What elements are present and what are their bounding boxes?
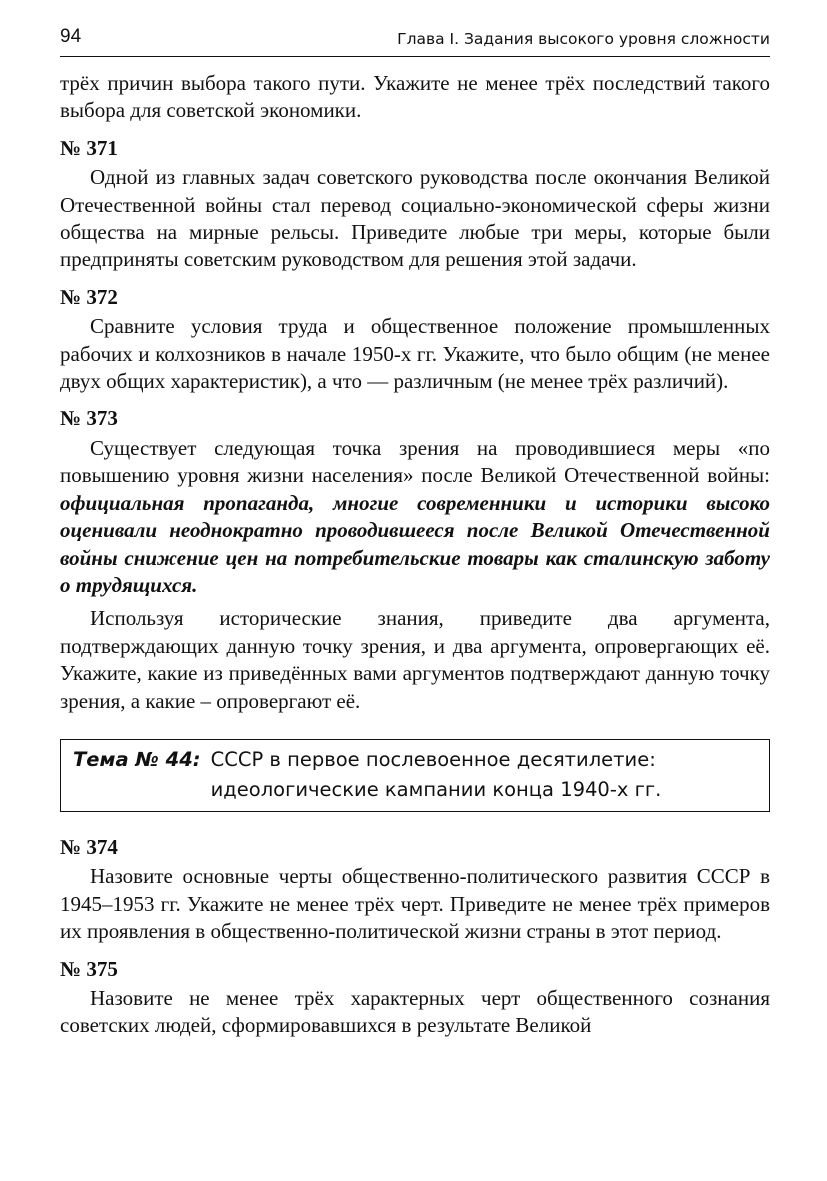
page-header xyxy=(60,24,770,57)
topic-title-line-1: СССР в первое послевоенное десятилетие: xyxy=(210,747,656,771)
topic-label: Тема № 44: xyxy=(73,747,201,771)
task-number-375: № 375 xyxy=(60,956,118,981)
task-371-text: Одной из главных задач советского руководства после окончания Великой Отечественной войны стал перевод социально-экономической сферы жизни общества на мирные рельсы. Приведите любые три меры, которые были предприняты советским руководством для решения этой задачи. xyxy=(60,165,770,272)
task-373-instruction: Используя исторические знания, приведите два аргумента, подтверждающих данную точку зрения, и два аргумента, опровергающих её. Укажите, какие из приведённых вами аргументов подтверждают данную точку зрения, а какие – опровергают её. xyxy=(60,606,770,713)
page-number: 94 xyxy=(60,26,82,47)
task-372-text: Сравните условия труда и общественное положение промышленных рабочих и колхозников в начале 1950-х гг. Укажите, что было общим (не менее двух общих характеристик), а что — различным (не менее трёх различий). xyxy=(60,314,770,394)
task-number-371: № 371 xyxy=(60,135,118,160)
topic-title-line-2: идеологические кампании конца 1940-х гг. xyxy=(210,777,662,801)
running-head: Глава I. Задания высокого уровня сложности xyxy=(397,30,770,48)
topic-title xyxy=(211,745,759,805)
task-373-lead: Существует следующая точка зрения на проводившиеся меры «по повышению уровня жизни населения» после Великой Отечественной войны: xyxy=(60,435,770,488)
task-373-viewpoint: официальная пропаганда, многие современники и историки высоко оценивали неоднократно проводившееся после Великой Отечественной войны снижение цен на потребительские товары как сталинскую заботу о трудящихся. xyxy=(60,490,770,597)
page-content xyxy=(60,70,770,1040)
task-number-372: № 372 xyxy=(60,284,118,309)
task-number-374: № 374 xyxy=(60,834,118,859)
task-373-text xyxy=(60,435,770,599)
topic-box xyxy=(60,739,770,812)
task-374-text: Назовите основные черты общественно-политического развития СССР в 1945–1953 гг. Укажите не менее трёх черт. Приведите не менее трёх примеров их проявления в общественно-политической жизни страны в этот период. xyxy=(60,864,770,944)
intro-paragraph: трёх причин выбора такого пути. Укажите не менее трёх последствий такого выбора для советской экономики. xyxy=(60,71,770,123)
task-375-text: Назовите не менее трёх характерных черт общественного сознания советских людей, сформировавшихся в результате Великой xyxy=(60,985,770,1038)
task-number-373: № 373 xyxy=(60,406,118,431)
